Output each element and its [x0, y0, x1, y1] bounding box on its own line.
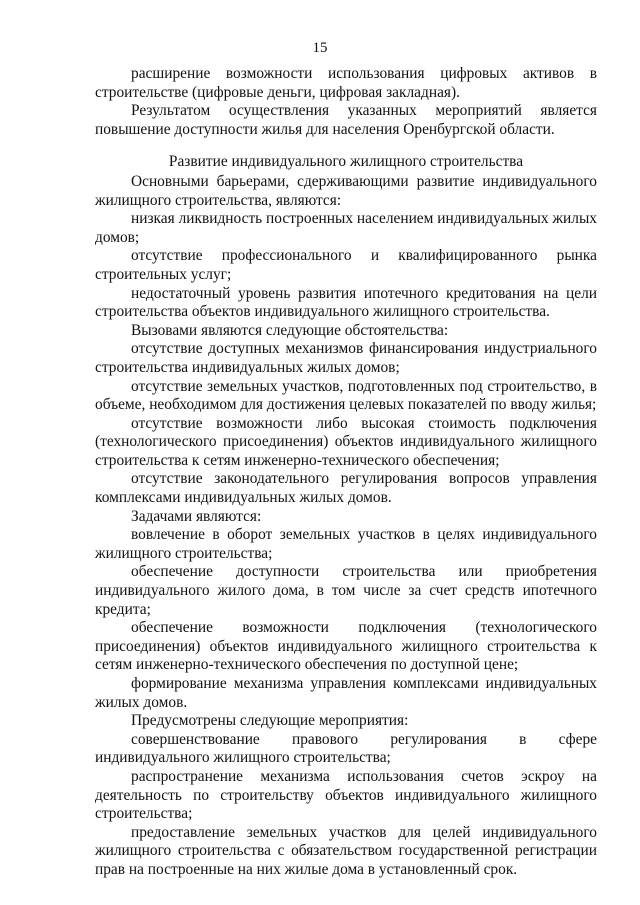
paragraph: отсутствие профессионального и квалифицированного рынка строительных услуг; [95, 247, 597, 283]
paragraph: Предусмотрены следующие мероприятия: [131, 712, 409, 730]
paragraph: отсутствие законодательного регулирования вопросов управления комплексами индивидуальных жилых домов. [95, 470, 597, 507]
document-body [95, 65, 597, 880]
paragraph: отсутствие доступных механизмов финансирования индустриального строительства индивидуальных жилых домов; [95, 340, 597, 376]
paragraph: формирование механизма управления комплексами индивидуальных жилых домов. [95, 675, 597, 711]
paragraph: недостаточный уровень развития ипотечного кредитования на цели строительства объектов индивидуального жилищного строительства. [95, 284, 597, 321]
paragraph: отсутствие возможности либо высокая стоимость подключения (технологического присоединения) объектов индивидуального жилищного строительства к сетям инженерно-технического обеспечения; [95, 414, 597, 469]
paragraph: предоставление земельных участков для целей индивидуального жилищного строительства с обязательством государственной регистрации прав на построенные на них жилые дома в установленный срок. [95, 823, 597, 878]
paragraph: отсутствие земельных участков, подготовленных под строительство, в объеме, необходимом для достижения целевых показателей по вводу жилья; [95, 377, 597, 414]
paragraph: Вызовами являются следующие обстоятельства: [131, 321, 449, 339]
paragraph: Результатом осуществления указанных мероприятий является повышение доступности жилья для населения Оренбургской области. [95, 102, 597, 138]
paragraph: низкая ликвидность построенных населением индивидуальных жилых домов; [95, 210, 597, 246]
page-number: 15 [312, 40, 328, 56]
paragraph: Задачами являются: [131, 507, 262, 525]
paragraph: вовлечение в оборот земельных участков в целях индивидуального жилищного строительства; [95, 526, 597, 562]
paragraph: Основными барьерами, сдерживающими развитие индивидуального жилищного строительства, являются: [95, 172, 597, 209]
section-heading: Развитие индивидуального жилищного строительства [168, 153, 524, 171]
paragraph: распространение механизма использования счетов эскроу на деятельность по строительству объектов индивидуального жилищного строительства; [95, 767, 597, 823]
section-gap [95, 139, 597, 153]
paragraph: расширение возможности использования цифровых активов в строительстве (цифровые деньги, цифровая закладная). [95, 65, 597, 101]
paragraph: совершенствование правового регулирования в сфере индивидуального жилищного строительства; [95, 730, 597, 767]
paragraph: обеспечение возможности подключения (технологического присоединения) объектов индивидуального жилищного строительства к сетям инженерно-технического обеспечения по доступной цене; [95, 619, 597, 674]
paragraph: обеспечение доступности строительства или приобретения индивидуального жилого дома, в том числе за счет средств ипотечного кредита; [95, 563, 597, 618]
